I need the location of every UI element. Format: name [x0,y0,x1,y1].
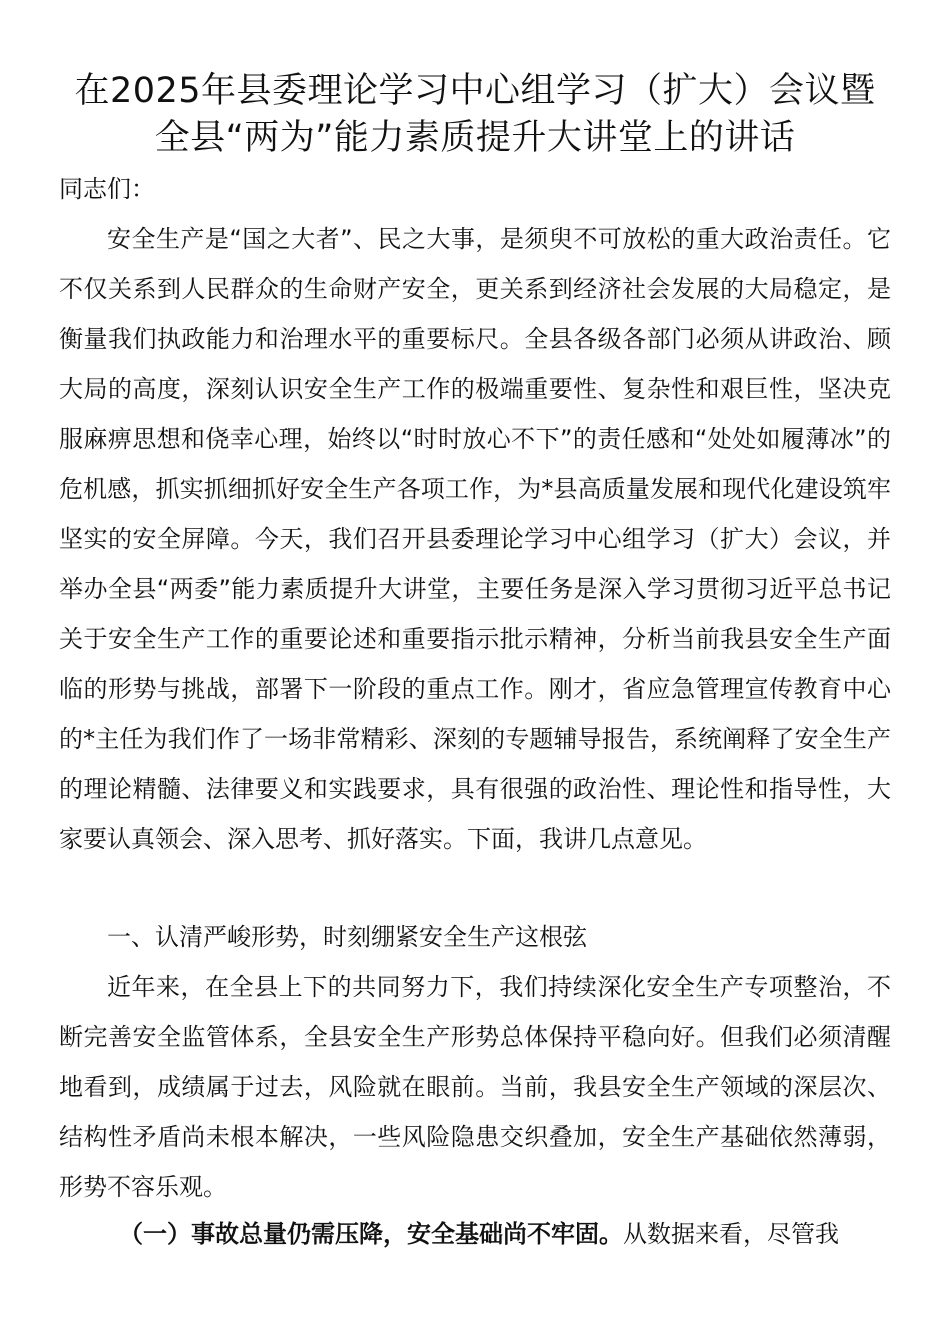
title-line-1: 在2025年县委理论学习中心组学习（扩大）会议暨 [74,71,876,111]
paragraph-intro: 安全生产是“国之大者”、民之大事，是须臾不可放松的重大政治责任。它不仅关系到人民群众的生命财产安全，更关系到经济社会发展的大局稳定，是衡量我们执政能力和治理水平的重要标尺。全县各级各部门必须从讲政治、顾大局的高度，深刻认识安全生产工作的极端重要性、复杂性和艰巨性，坚决克服麻痹思想和侥幸心理，始终以“时时放心不下”的责任感和“处处如履薄冰”的危机感，抓实抓细抓好安全生产各项工作，为*县高质量发展和现代化建设筑牢坚实的安全屏障。今天，我们召开县委理论学习中心组学习（扩大）会议，并举办全县“两委”能力素质提升大讲堂，主要任务是深入学习贯彻习近平总书记关于安全生产工作的重要论述和重要指示批示精神，分析当前我县安全生产面临的形势与挑战，部署下一阶段的重点工作。刚才，省应急管理宣传教育中心的*主任为我们作了一场非常精彩、深刻的专题辅导报告，系统阐释了安全生产的理论精髓、法律要义和实践要求，具有很强的政治性、理论性和指导性，大家要认真领会、深入思考、抓好落实。下面，我讲几点意见。 [59,225,891,853]
title-line-2: 全县“两为”能力素质提升大讲堂上的讲话 [154,118,796,158]
subsection-1-text: 从数据来看，尽管我 [623,1220,839,1248]
section-heading-1: 一、认清严峻形势，时刻绷紧安全生产这根弦 [107,923,587,951]
paragraph-subsection-1 [59,1209,891,1259]
subsection-heading-1: （一）事故总量仍需压降，安全基础尚不牢固。 [119,1220,623,1248]
salutation: 同志们： [59,175,155,203]
paragraph-situation: 近年来，在全县上下的共同努力下，我们持续深化安全生产专项整治，不断完善安全监管体系，全县安全生产形势总体保持平稳向好。但我们必须清醒地看到，成绩属于过去，风险就在眼前。当前，我县安全生产领域的深层次、结构性矛盾尚未根本解决，一些风险隐患交织叠加，安全生产基础依然薄弱，形势不容乐观。 [59,973,891,1201]
